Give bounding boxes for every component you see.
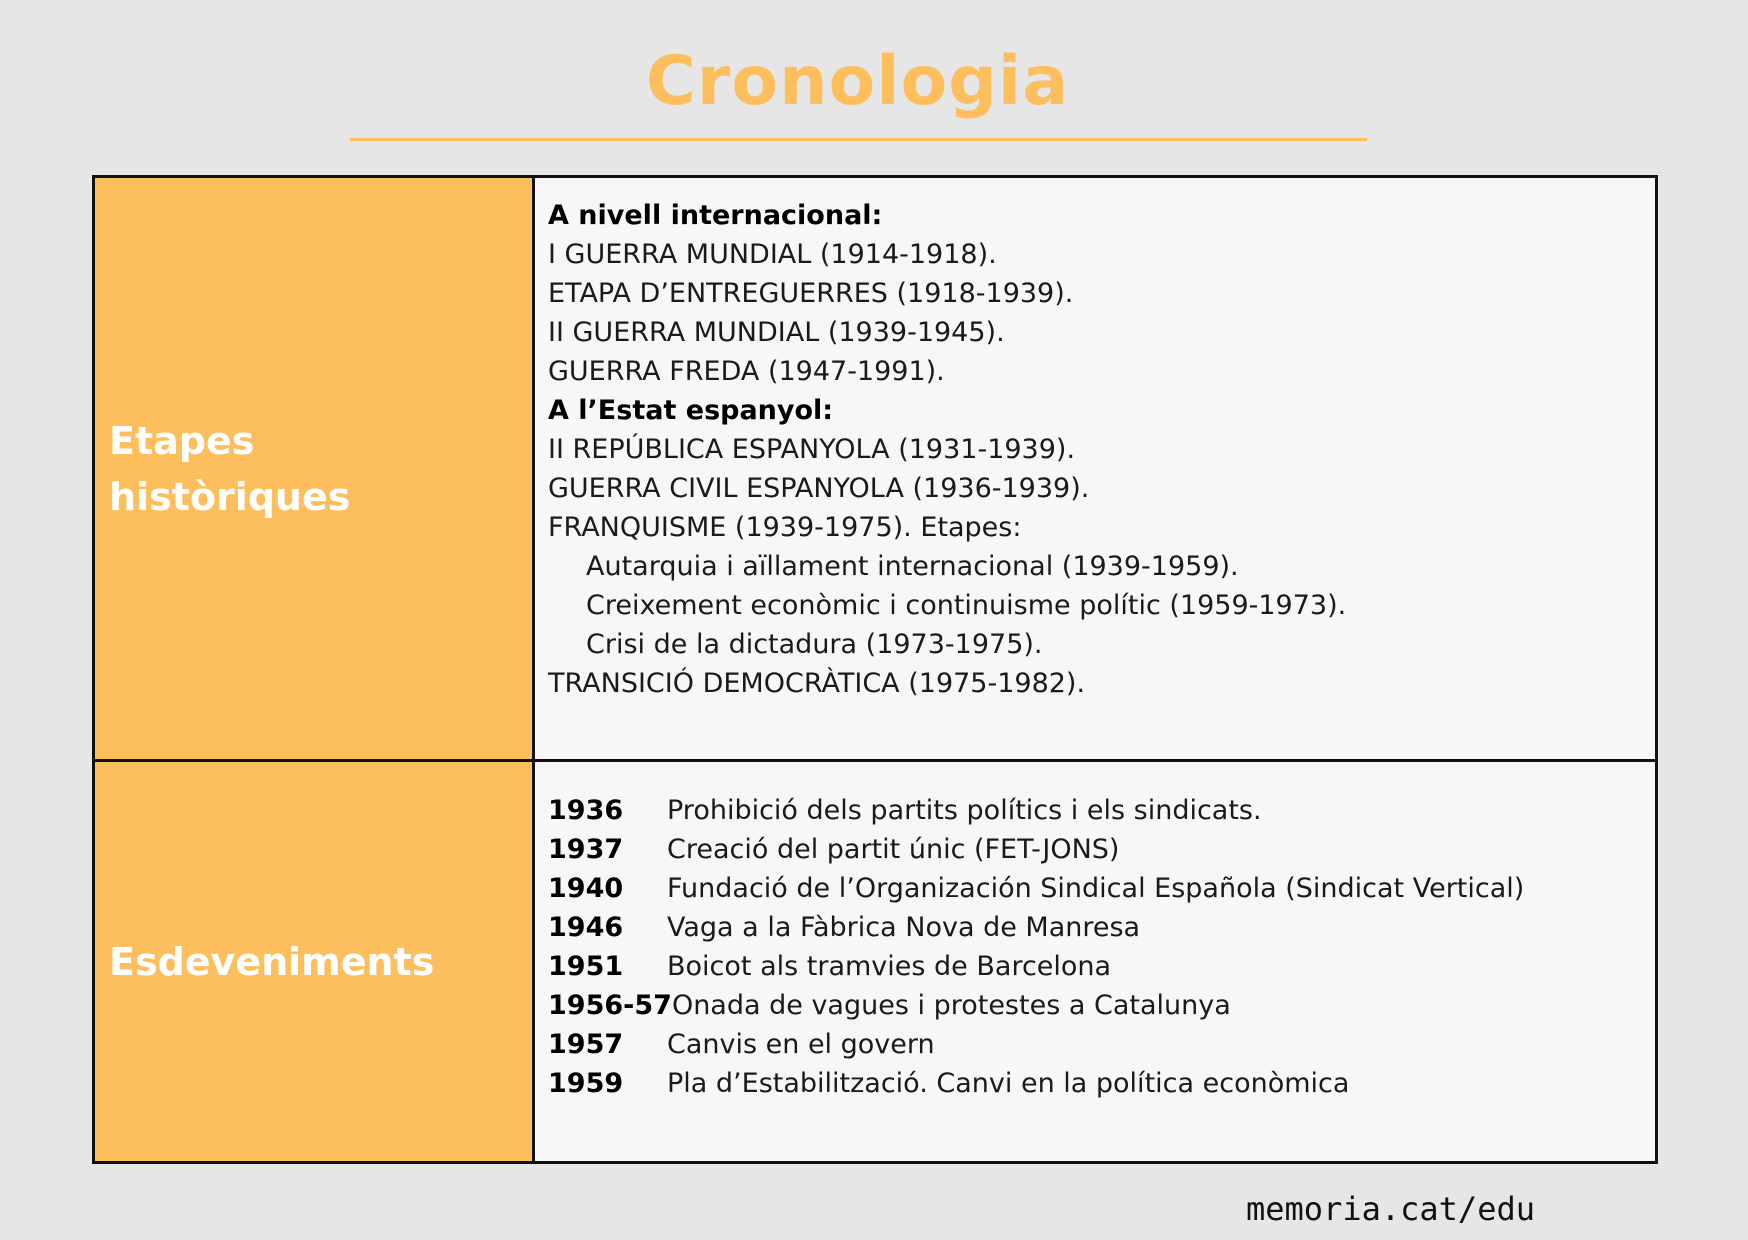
- event-year: 1936: [548, 795, 624, 826]
- spain-heading: A l’Estat espanyol:: [548, 395, 834, 426]
- esdeveniments-label-cell: [95, 762, 535, 1161]
- event-row: [548, 986, 1655, 1025]
- event-text: Vaga a la Fàbrica Nova de Manresa: [667, 912, 1141, 943]
- event-text: Creació del partit únic (FET-JONS): [667, 834, 1120, 865]
- event-year: 1946: [548, 912, 624, 943]
- spain-item: II REPÚBLICA ESPANYOLA (1931-1939).: [548, 434, 1076, 465]
- event-row: [548, 908, 1655, 947]
- etapes-label-line2: històriques: [109, 474, 351, 519]
- international-item: I GUERRA MUNDIAL (1914-1918).: [548, 239, 997, 270]
- event-year: 1937: [548, 834, 624, 865]
- franquisme-stage: Autarquia i aïllament internacional (1939-1959).: [586, 551, 1239, 582]
- chronology-table: [92, 175, 1658, 1164]
- etapes-label: [109, 413, 350, 525]
- international-item: ETAPA D’ENTREGUERRES (1918-1939).: [548, 278, 1074, 309]
- event-row: [548, 791, 1655, 830]
- event-row: [548, 1025, 1655, 1064]
- spain-item: GUERRA CIVIL ESPANYOLA (1936-1939).: [548, 473, 1090, 504]
- event-row: [548, 947, 1655, 986]
- event-text: Boicot als tramvies de Barcelona: [667, 951, 1112, 982]
- event-year: 1951: [548, 951, 624, 982]
- event-year: 1940: [548, 873, 624, 904]
- event-year: 1957: [548, 1029, 624, 1060]
- event-text: Canvis en el govern: [667, 1029, 935, 1060]
- event-row: [548, 1064, 1655, 1103]
- etapes-label-line1: Etapes: [109, 418, 255, 463]
- footer-url: memoria.cat/edu: [1246, 1190, 1535, 1228]
- spain-item: FRANQUISME (1939-1975). Etapes:: [548, 512, 1022, 543]
- event-year: 1959: [548, 1068, 624, 1099]
- esdeveniments-content: [535, 762, 1655, 1161]
- international-heading: A nivell internacional:: [548, 200, 883, 231]
- event-row: [548, 869, 1655, 908]
- event-text: Fundació de l’Organización Sindical Española (Sindicat Vertical): [667, 873, 1525, 904]
- page-title: Cronologia: [645, 42, 1070, 121]
- title-underline: [350, 138, 1367, 141]
- international-item: II GUERRA MUNDIAL (1939-1945).: [548, 317, 1005, 348]
- etapes-label-cell: [95, 178, 535, 762]
- event-row: [548, 830, 1655, 869]
- franquisme-stage: Crisi de la dictadura (1973-1975).: [586, 629, 1043, 660]
- event-text: Onada de vagues i protestes a Catalunya: [671, 990, 1231, 1021]
- franquisme-stage: Creixement econòmic i continuisme polític (1959-1973).: [586, 590, 1347, 621]
- international-item: GUERRA FREDA (1947-1991).: [548, 356, 945, 387]
- event-text: Pla d’Estabilització. Canvi en la política econòmica: [667, 1068, 1350, 1099]
- esdeveniments-label: Esdeveniments: [109, 939, 435, 984]
- event-text: Prohibició dels partits polítics i els sindicats.: [667, 795, 1262, 826]
- transicio-item: TRANSICIÓ DEMOCRÀTICA (1975-1982).: [548, 668, 1086, 699]
- event-year: 1956-57: [548, 990, 672, 1021]
- etapes-content: [535, 178, 1655, 762]
